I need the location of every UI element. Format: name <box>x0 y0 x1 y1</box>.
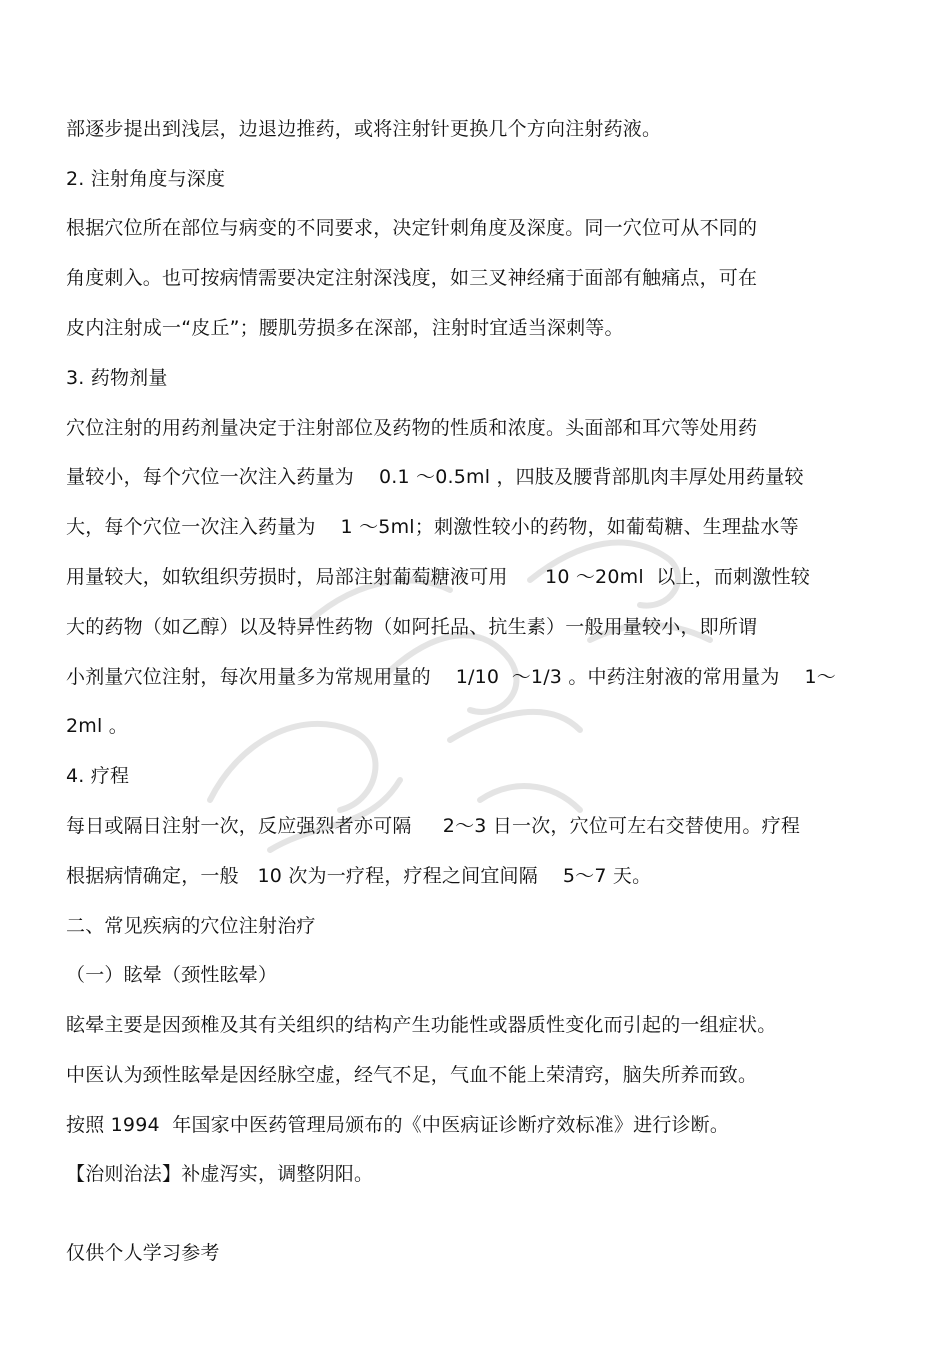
text-line: 按照 1994 年国家中医药管理局颁布的《中医病证诊断疗效标准》进行诊断。 <box>66 1114 730 1136</box>
text-line: 【治则治法】补虚泻实，调整阴阳。 <box>66 1163 374 1185</box>
text-line: 大的药物（如乙醇）以及特异性药物（如阿托品、抗生素）一般用量较小，即所谓 <box>66 616 758 638</box>
watermark-seal <box>150 380 770 940</box>
text-line: 量较小，每个穴位一次注入药量为 0.1 ～0.5ml ，四肢及腰背部肌肉丰厚处用药量较 <box>66 466 804 488</box>
text-line: 穴位注射的用药剂量决定于注射部位及药物的性质和浓度。头面部和耳穴等处用药 <box>66 417 758 439</box>
text-line: 眩晕主要是因颈椎及其有关组织的结构产生功能性或器质性变化而引起的一组症状。 <box>66 1014 777 1036</box>
text-line: 每日或隔日注射一次，反应强烈者亦可隔 2～3 日一次，穴位可左右交替使用。疗程 <box>66 815 801 837</box>
subsection-heading: （一）眩晕（颈性眩晕） <box>66 964 278 986</box>
text-line: 根据病情确定，一般 10 次为一疗程，疗程之间宜间隔 5～7 天。 <box>66 865 652 887</box>
section-heading: 4. 疗程 <box>66 765 130 787</box>
text-line: 大，每个穴位一次注入药量为 1 ～5ml；刺激性较小的药物，如葡萄糖、生理盐水等 <box>66 516 799 538</box>
text-line: 皮内注射成一“皮丘”；腰肌劳损多在深部，注射时宜适当深刺等。 <box>66 317 624 339</box>
section-heading: 3. 药物剂量 <box>66 367 168 389</box>
text-line: 角度刺入。也可按病情需要决定注射深浅度，如三叉神经痛于面部有触痛点，可在 <box>66 267 758 289</box>
text-line: 部逐步提出到浅层，边退边推药，或将注射针更换几个方向注射药液。 <box>66 118 662 140</box>
text-line: 根据穴位所在部位与病变的不同要求，决定针刺角度及深度。同一穴位可从不同的 <box>66 217 758 239</box>
footer-note: 仅供个人学习参考 <box>66 1242 220 1264</box>
text-line: 小剂量穴位注射，每次用量多为常规用量的 1/10 ～1/3 。中药注射液的常用量为 1～ <box>66 666 836 688</box>
section-heading: 二、常见疾病的穴位注射治疗 <box>66 915 316 937</box>
section-heading: 2. 注射角度与深度 <box>66 168 226 190</box>
text-line: 用量较大，如软组织劳损时，局部注射葡萄糖液可用 10 ～20ml 以上，而刺激性较 <box>66 566 810 588</box>
text-line: 中医认为颈性眩晕是因经脉空虚，经气不足，气血不能上荣清窍，脑失所养而致。 <box>66 1064 758 1086</box>
text-line: 2ml 。 <box>66 715 128 737</box>
